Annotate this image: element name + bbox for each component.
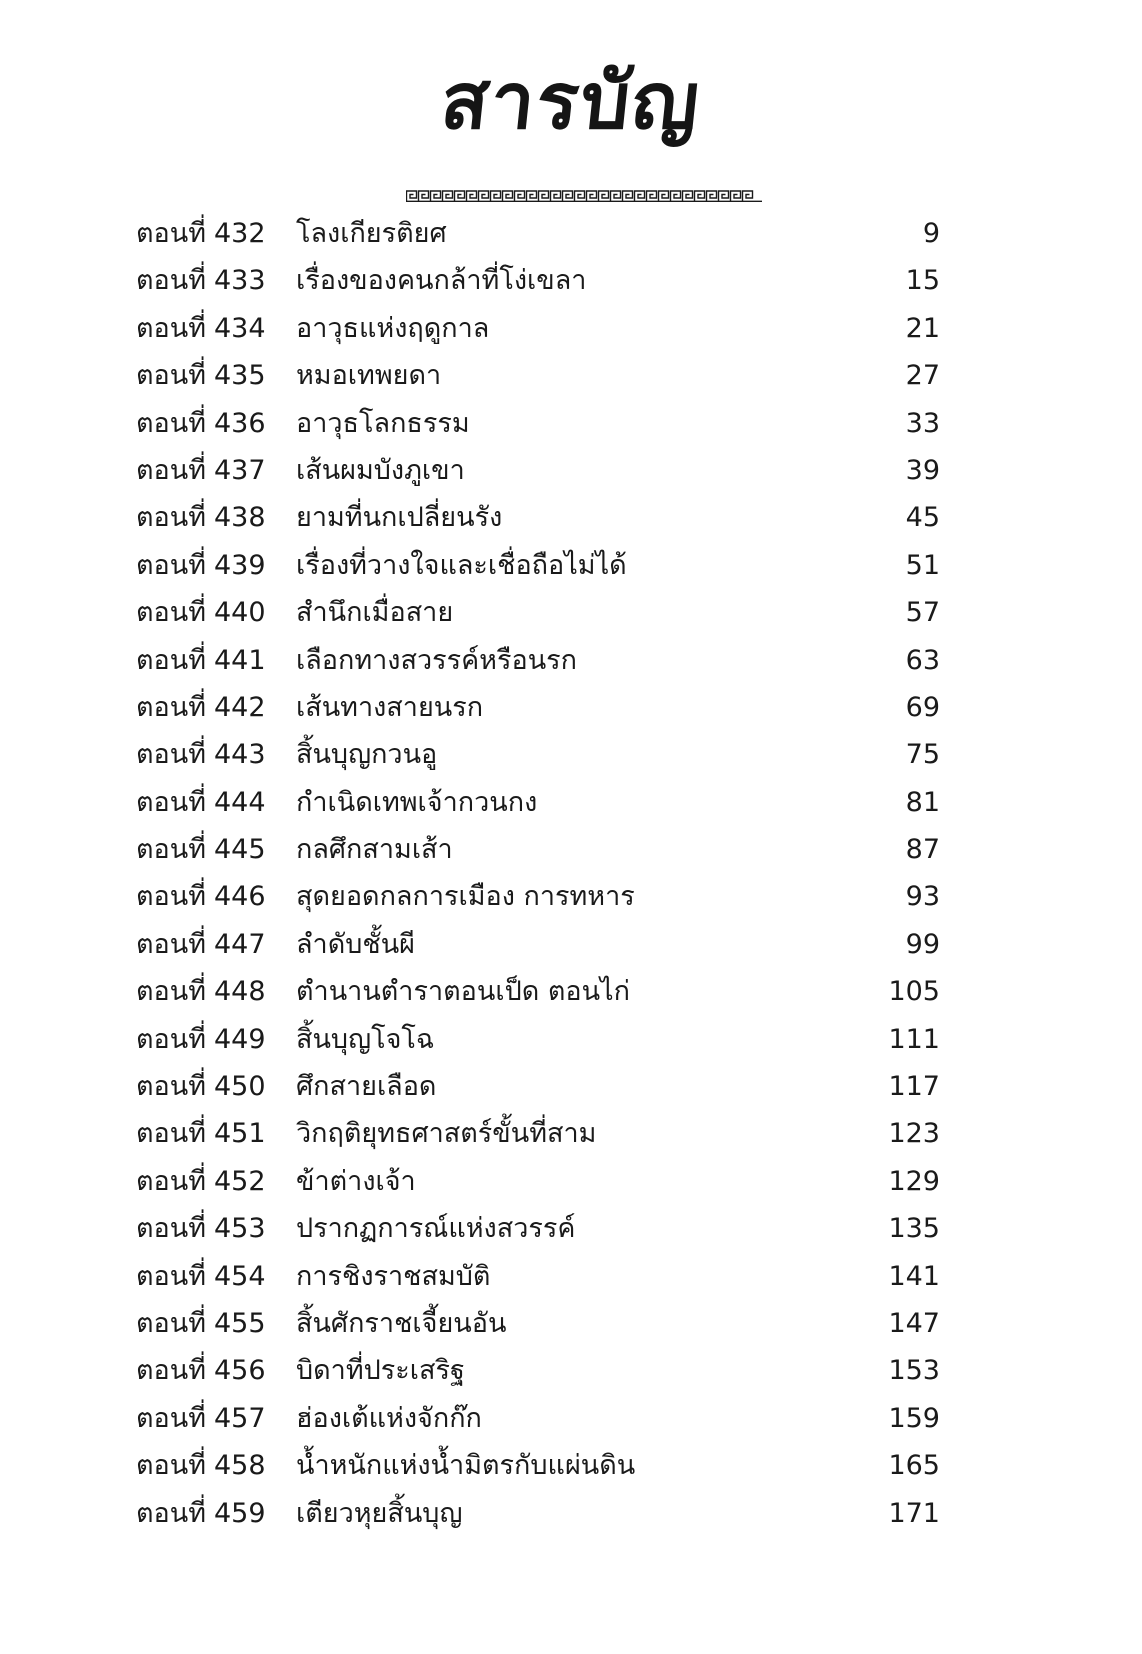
chapter-label: ตอนที่ (136, 360, 207, 392)
toc-entry[interactable] (0, 1347, 1142, 1394)
chapter-number: 433 (214, 265, 266, 297)
chapter-label: ตอนที่ (136, 1023, 207, 1055)
page-number: 9 (922, 218, 940, 249)
toc-entry[interactable] (0, 352, 1142, 399)
toc-entry[interactable] (0, 542, 1142, 589)
chapter-label: ตอนที่ (136, 407, 207, 439)
chapter-title: ข้าต่างเจ้า (296, 1165, 416, 1197)
chapter-number: 438 (214, 502, 266, 534)
toc-entry[interactable] (0, 305, 1142, 352)
chapter-label: ตอนที่ (136, 1118, 207, 1150)
page-number: 87 (905, 834, 940, 866)
page-number: 15 (905, 265, 940, 297)
chapter-label: ตอนที่ (136, 1355, 207, 1387)
chapter-number: 456 (214, 1355, 266, 1387)
page-number: 135 (888, 1213, 940, 1245)
page-number: 75 (905, 739, 940, 771)
chapter-title: ลำดับชั้นผี (296, 928, 415, 960)
chapter-number: 445 (214, 834, 266, 866)
toc-entry[interactable] (0, 589, 1142, 636)
chapter-label: ตอนที่ (136, 1165, 207, 1197)
page-number: 123 (888, 1118, 940, 1150)
chapter-title: วิกฤติยุทธศาสตร์ขั้นที่สาม (296, 1118, 597, 1150)
chapter-title: สุดยอดกลการเมือง การทหาร (296, 881, 635, 913)
chapter-title: การชิงราชสมบัติ (296, 1260, 491, 1292)
page-number: 51 (905, 549, 940, 581)
chapter-number: 444 (214, 786, 266, 818)
toc-entry[interactable] (0, 1300, 1142, 1347)
toc-entry[interactable] (0, 1063, 1142, 1110)
toc-entry[interactable] (0, 779, 1142, 826)
page-number: 105 (888, 976, 940, 1008)
chapter-number: 441 (214, 644, 266, 676)
toc-entry[interactable] (0, 1110, 1142, 1157)
toc-entry[interactable] (0, 210, 1142, 257)
chapter-label: ตอนที่ (136, 1450, 207, 1482)
toc-entry[interactable] (0, 873, 1142, 920)
chapter-number: 448 (214, 976, 266, 1008)
page-number: 45 (905, 502, 940, 534)
chapter-title: กลศึกสามเส้า (296, 834, 453, 866)
chapter-title: ศึกสายเลือด (296, 1071, 437, 1103)
chapter-label: ตอนที่ (136, 739, 207, 771)
page-number: 69 (905, 691, 940, 723)
chapter-label: ตอนที่ (136, 1402, 207, 1434)
chapter-number: 437 (214, 454, 266, 486)
toc-entry[interactable] (0, 1490, 1142, 1537)
chapter-title: ปรากฏการณ์แห่งสวรรค์ (296, 1213, 576, 1245)
page-number: 159 (888, 1402, 940, 1434)
toc-entry[interactable] (0, 826, 1142, 873)
toc-entry[interactable] (0, 1158, 1142, 1205)
page-number: 117 (888, 1071, 940, 1103)
chapter-label: ตอนที่ (136, 928, 207, 960)
page-number: 93 (905, 881, 940, 913)
chapter-title: อาวุธโลกธรรม (296, 407, 470, 439)
chapter-title: ยามที่นกเปลี่ยนรัง (296, 502, 503, 534)
chapter-title: โลงเกียรติยศ (296, 218, 447, 249)
page-number: 33 (905, 407, 940, 439)
toc-entry[interactable] (0, 684, 1142, 731)
toc-entry[interactable] (0, 1016, 1142, 1063)
page-title: สารบัญ (436, 57, 706, 147)
chapter-label: ตอนที่ (136, 549, 207, 581)
chapter-number: 434 (214, 312, 266, 344)
chapter-number: 435 (214, 360, 266, 392)
toc-entry[interactable] (0, 1442, 1142, 1489)
chapter-number: 449 (214, 1023, 266, 1055)
page-number: 165 (888, 1450, 940, 1482)
chapter-label: ตอนที่ (136, 1260, 207, 1292)
chapter-title: เรื่องที่วางใจและเชื่อถือไม่ได้ (296, 549, 627, 581)
chapter-label: ตอนที่ (136, 502, 207, 534)
chapter-title: กำเนิดเทพเจ้ากวนกง (296, 786, 538, 818)
chapter-label: ตอนที่ (136, 312, 207, 344)
chapter-label: ตอนที่ (136, 218, 207, 249)
page-number: 81 (905, 786, 940, 818)
chapter-title: สิ้นบุญกวนอู (296, 739, 438, 771)
page-number: 99 (905, 928, 940, 960)
toc-entry[interactable] (0, 1205, 1142, 1252)
chapter-title: เส้นทางสายนรก (296, 691, 484, 723)
chapter-number: 443 (214, 739, 266, 771)
chapter-label: ตอนที่ (136, 265, 207, 297)
chapter-label: ตอนที่ (136, 834, 207, 866)
page-number: 141 (888, 1260, 940, 1292)
chapter-title: บิดาที่ประเสริฐ (296, 1355, 465, 1387)
chapter-number: 442 (214, 691, 266, 723)
chapter-label: ตอนที่ (136, 1307, 207, 1339)
toc-entry[interactable] (0, 447, 1142, 494)
chapter-label: ตอนที่ (136, 454, 207, 486)
chapter-number: 432 (214, 218, 266, 249)
toc-entry[interactable] (0, 257, 1142, 304)
page-number: 153 (888, 1355, 940, 1387)
page-number: 21 (905, 312, 940, 344)
toc-entry[interactable] (0, 921, 1142, 968)
chapter-number: 436 (214, 407, 266, 439)
chapter-number: 457 (214, 1402, 266, 1434)
toc-entry[interactable] (0, 400, 1142, 447)
chapter-number: 446 (214, 881, 266, 913)
chapter-number: 458 (214, 1450, 266, 1482)
chapter-label: ตอนที่ (136, 644, 207, 676)
chapter-label: ตอนที่ (136, 597, 207, 629)
toc-entry[interactable] (0, 1395, 1142, 1442)
chapter-number: 454 (214, 1260, 266, 1292)
chapter-title: เรื่องของคนกล้าที่โง่เขลา (296, 265, 587, 297)
chapter-number: 453 (214, 1213, 266, 1245)
chapter-label: ตอนที่ (136, 1213, 207, 1245)
chapter-number: 439 (214, 549, 266, 581)
chapter-number: 450 (214, 1071, 266, 1103)
chapter-title: ตำนานตำราตอนเป็ด ตอนไก่ (296, 976, 630, 1008)
page-number: 39 (905, 454, 940, 486)
chapter-title: น้ำหนักแห่งน้ำมิตรกับแผ่นดิน (296, 1450, 636, 1482)
chapter-title: สำนึกเมื่อสาย (296, 597, 454, 629)
chapter-label: ตอนที่ (136, 881, 207, 913)
chapter-label: ตอนที่ (136, 786, 207, 818)
page-number: 111 (888, 1023, 940, 1055)
chapter-number: 451 (214, 1118, 266, 1150)
page-number: 63 (905, 644, 940, 676)
chapter-number: 440 (214, 597, 266, 629)
chapter-title: เลือกทางสวรรค์หรือนรก (296, 644, 578, 676)
toc-entry[interactable] (0, 494, 1142, 541)
page-number: 129 (888, 1165, 940, 1197)
chapter-label: ตอนที่ (136, 691, 207, 723)
chapter-title: ฮ่องเต้แห่งจักก๊ก (296, 1402, 482, 1434)
chapter-number: 452 (214, 1165, 266, 1197)
toc-entry[interactable] (0, 968, 1142, 1015)
chapter-label: ตอนที่ (136, 1497, 207, 1529)
chapter-title: สิ้นศักราชเจี้ยนอัน (296, 1307, 507, 1339)
chapter-number: 447 (214, 928, 266, 960)
ornamental-divider (406, 190, 762, 202)
chapter-title: อาวุธแห่งฤดูกาล (296, 312, 490, 344)
chapter-label: ตอนที่ (136, 1071, 207, 1103)
chapter-number: 459 (214, 1497, 266, 1529)
chapter-title: หมอเทพยดา (296, 360, 442, 392)
page-number: 147 (888, 1307, 940, 1339)
toc-entry[interactable] (0, 637, 1142, 684)
toc-entry[interactable] (0, 731, 1142, 778)
chapter-title: สิ้นบุญโจโฉ (296, 1023, 435, 1055)
chapter-title: เตียวหุยสิ้นบุญ (296, 1497, 463, 1529)
page-number: 171 (888, 1497, 940, 1529)
table-of-contents (0, 210, 1142, 1537)
page-number: 27 (905, 360, 940, 392)
toc-entry[interactable] (0, 1253, 1142, 1300)
chapter-title: เส้นผมบังภูเขา (296, 454, 465, 486)
chapter-number: 455 (214, 1307, 266, 1339)
chapter-label: ตอนที่ (136, 976, 207, 1008)
page-number: 57 (905, 597, 940, 629)
